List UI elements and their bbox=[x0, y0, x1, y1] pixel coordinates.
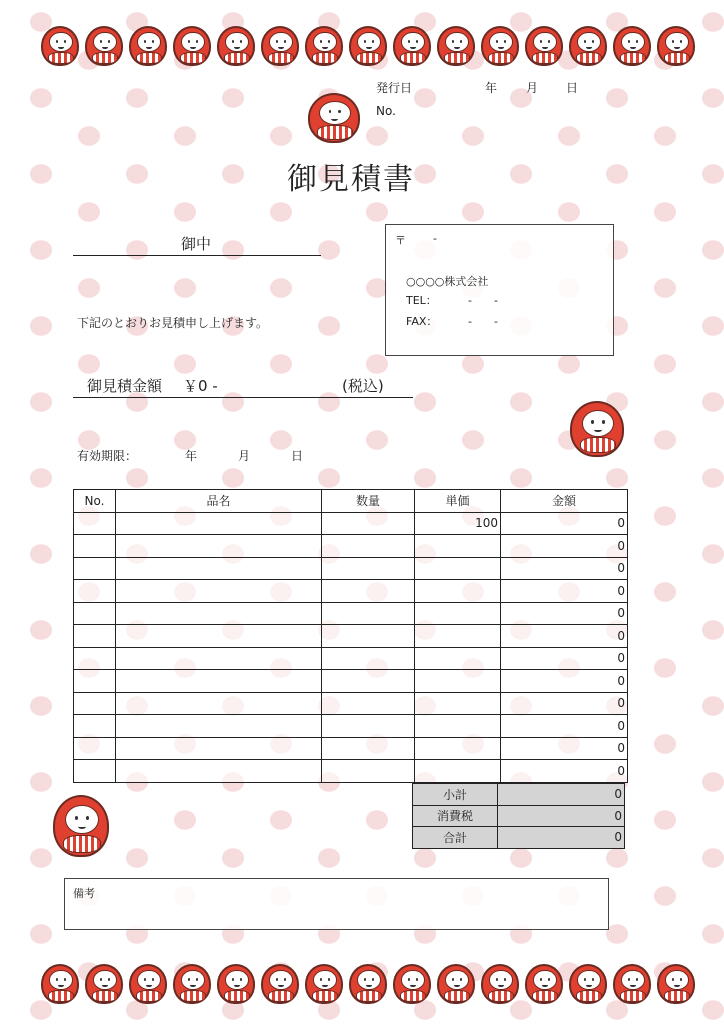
table-row bbox=[74, 760, 628, 783]
daruma-icon bbox=[349, 964, 387, 1004]
table-row bbox=[74, 715, 628, 738]
cell-unit-price[interactable] bbox=[415, 625, 501, 648]
table-row bbox=[74, 580, 628, 603]
cell-qty[interactable] bbox=[322, 580, 415, 603]
validity-label: 有効期限： bbox=[77, 449, 138, 463]
col-header-qty: 数量 bbox=[322, 490, 415, 513]
cell-item[interactable] bbox=[116, 670, 322, 693]
daruma-icon bbox=[393, 964, 431, 1004]
validity-day: 日 bbox=[291, 449, 304, 463]
cell-amount[interactable]: 0 bbox=[501, 602, 628, 625]
totals-row bbox=[413, 827, 625, 849]
cell-unit-price[interactable] bbox=[415, 557, 501, 580]
cell-amount[interactable]: 0 bbox=[501, 625, 628, 648]
daruma-icon bbox=[217, 964, 255, 1004]
totals-value: 0 bbox=[498, 827, 625, 849]
amount-value: ￥0 - bbox=[183, 377, 218, 395]
cell-qty[interactable] bbox=[322, 625, 415, 648]
cell-qty[interactable] bbox=[322, 692, 415, 715]
table-row bbox=[74, 602, 628, 625]
daruma-icon bbox=[525, 964, 563, 1004]
issue-day-label: 日 bbox=[566, 81, 579, 95]
validity-year: 年 bbox=[185, 449, 198, 463]
notes-box[interactable] bbox=[64, 878, 609, 930]
cell-amount[interactable]: 0 bbox=[501, 715, 628, 738]
totals-row bbox=[413, 805, 625, 827]
cell-amount[interactable]: 0 bbox=[501, 647, 628, 670]
daruma-icon bbox=[261, 26, 299, 66]
daruma-icon bbox=[129, 26, 167, 66]
recipient-suffix: 御中 bbox=[181, 235, 212, 253]
validity-month: 月 bbox=[238, 449, 251, 463]
cell-unit-price[interactable]: 100 bbox=[415, 512, 501, 535]
cell-qty[interactable] bbox=[322, 647, 415, 670]
cell-qty[interactable] bbox=[322, 737, 415, 760]
cell-qty[interactable] bbox=[322, 715, 415, 738]
cell-qty[interactable] bbox=[322, 760, 415, 783]
top-daruma-border bbox=[41, 24, 701, 72]
page-title: 御見積書 bbox=[287, 162, 415, 197]
cell-item[interactable] bbox=[116, 602, 322, 625]
totals-value: 0 bbox=[498, 805, 625, 827]
cell-unit-price[interactable] bbox=[415, 760, 501, 783]
daruma-icon bbox=[657, 26, 695, 66]
postal-code: - bbox=[433, 232, 437, 245]
daruma-icon bbox=[41, 26, 79, 66]
recipient-underline bbox=[73, 255, 321, 256]
cell-unit-price[interactable] bbox=[415, 602, 501, 625]
issue-year-label: 年 bbox=[485, 81, 498, 95]
cell-qty[interactable] bbox=[322, 535, 415, 558]
cell-unit-price[interactable] bbox=[415, 647, 501, 670]
document-number-label: No. bbox=[376, 104, 396, 118]
fax-label: FAX： bbox=[406, 315, 438, 328]
cell-amount[interactable]: 0 bbox=[501, 737, 628, 760]
cell-unit-price[interactable] bbox=[415, 692, 501, 715]
daruma-icon bbox=[53, 795, 109, 857]
cell-no[interactable] bbox=[74, 512, 116, 535]
amount-tax-note: (税込) bbox=[342, 377, 384, 395]
cell-amount[interactable]: 0 bbox=[501, 670, 628, 693]
cell-qty[interactable] bbox=[322, 512, 415, 535]
cell-item[interactable] bbox=[116, 737, 322, 760]
daruma-icon bbox=[261, 964, 299, 1004]
cell-no[interactable] bbox=[74, 692, 116, 715]
cell-amount[interactable]: 0 bbox=[501, 512, 628, 535]
daruma-icon bbox=[613, 26, 651, 66]
daruma-icon bbox=[305, 964, 343, 1004]
table-row bbox=[74, 512, 628, 535]
totals-label: 合計 bbox=[413, 827, 498, 849]
issue-month-label: 月 bbox=[526, 81, 539, 95]
cell-no[interactable] bbox=[74, 737, 116, 760]
cell-item[interactable] bbox=[116, 692, 322, 715]
col-header-unit-price: 単価 bbox=[415, 490, 501, 513]
cell-qty[interactable] bbox=[322, 670, 415, 693]
daruma-icon bbox=[393, 26, 431, 66]
tel-value: - - bbox=[468, 294, 498, 307]
daruma-icon bbox=[569, 26, 607, 66]
estimate-sheet bbox=[17, 0, 724, 1024]
issuer-box bbox=[385, 224, 614, 356]
daruma-icon bbox=[525, 26, 563, 66]
cell-amount[interactable]: 0 bbox=[501, 580, 628, 603]
cell-no[interactable] bbox=[74, 715, 116, 738]
daruma-icon bbox=[305, 26, 343, 66]
cell-unit-price[interactable] bbox=[415, 715, 501, 738]
cell-item[interactable] bbox=[116, 715, 322, 738]
cell-no[interactable] bbox=[74, 602, 116, 625]
amount-underline bbox=[73, 397, 413, 398]
table-row bbox=[74, 535, 628, 558]
cell-no[interactable] bbox=[74, 760, 116, 783]
daruma-icon bbox=[481, 964, 519, 1004]
daruma-icon bbox=[481, 26, 519, 66]
daruma-icon bbox=[41, 964, 79, 1004]
intro-text: 下記のとおりお見積申し上げます。 bbox=[77, 316, 269, 330]
table-row bbox=[74, 670, 628, 693]
daruma-icon bbox=[129, 964, 167, 1004]
cell-item[interactable] bbox=[116, 625, 322, 648]
daruma-icon bbox=[437, 964, 475, 1004]
daruma-icon bbox=[657, 964, 695, 1004]
cell-item[interactable] bbox=[116, 512, 322, 535]
totals-row bbox=[413, 784, 625, 806]
cell-amount[interactable]: 0 bbox=[501, 692, 628, 715]
cell-item[interactable] bbox=[116, 580, 322, 603]
cell-unit-price[interactable] bbox=[415, 580, 501, 603]
cell-amount[interactable]: 0 bbox=[501, 535, 628, 558]
totals-table bbox=[412, 783, 625, 849]
daruma-icon bbox=[613, 964, 651, 1004]
tel-label: TEL： bbox=[406, 294, 437, 307]
daruma-icon bbox=[308, 93, 360, 143]
cell-unit-price[interactable] bbox=[415, 737, 501, 760]
cell-item[interactable] bbox=[116, 647, 322, 670]
cell-qty[interactable] bbox=[322, 557, 415, 580]
cell-no[interactable] bbox=[74, 625, 116, 648]
cell-amount[interactable]: 0 bbox=[501, 557, 628, 580]
col-header-amount: 金額 bbox=[501, 490, 628, 513]
daruma-icon bbox=[437, 26, 475, 66]
issue-date-label: 発行日 bbox=[376, 81, 413, 95]
items-table bbox=[73, 489, 628, 783]
daruma-icon bbox=[217, 26, 255, 66]
table-row bbox=[74, 737, 628, 760]
daruma-icon bbox=[173, 964, 211, 1004]
items-header-row bbox=[74, 490, 628, 513]
cell-qty[interactable] bbox=[322, 602, 415, 625]
cell-no[interactable] bbox=[74, 647, 116, 670]
table-row bbox=[74, 557, 628, 580]
postal-mark: 〒 bbox=[395, 234, 406, 247]
cell-no[interactable] bbox=[74, 580, 116, 603]
table-row bbox=[74, 692, 628, 715]
cell-unit-price[interactable] bbox=[415, 535, 501, 558]
totals-label: 小計 bbox=[413, 784, 498, 806]
col-header-item: 品名 bbox=[116, 490, 322, 513]
daruma-icon bbox=[85, 964, 123, 1004]
totals-value: 0 bbox=[498, 784, 625, 806]
daruma-icon bbox=[570, 401, 624, 457]
totals-label: 消費税 bbox=[413, 805, 498, 827]
cell-no[interactable] bbox=[74, 535, 116, 558]
cell-item[interactable] bbox=[116, 535, 322, 558]
col-header-no: No. bbox=[74, 490, 116, 513]
table-row bbox=[74, 647, 628, 670]
bottom-daruma-border bbox=[41, 962, 701, 1010]
daruma-icon bbox=[85, 26, 123, 66]
daruma-icon bbox=[569, 964, 607, 1004]
amount-label: 御見積金額 bbox=[87, 377, 163, 395]
cell-item[interactable] bbox=[116, 760, 322, 783]
table-row bbox=[74, 625, 628, 648]
cell-no[interactable] bbox=[74, 670, 116, 693]
fax-value: - - bbox=[468, 315, 498, 328]
cell-amount[interactable]: 0 bbox=[501, 760, 628, 783]
cell-unit-price[interactable] bbox=[415, 670, 501, 693]
cell-no[interactable] bbox=[74, 557, 116, 580]
cell-item[interactable] bbox=[116, 557, 322, 580]
daruma-icon bbox=[349, 26, 387, 66]
notes-label: 備考 bbox=[73, 887, 95, 900]
issuer-company: ○○○○株式会社 bbox=[406, 275, 489, 288]
daruma-icon bbox=[173, 26, 211, 66]
